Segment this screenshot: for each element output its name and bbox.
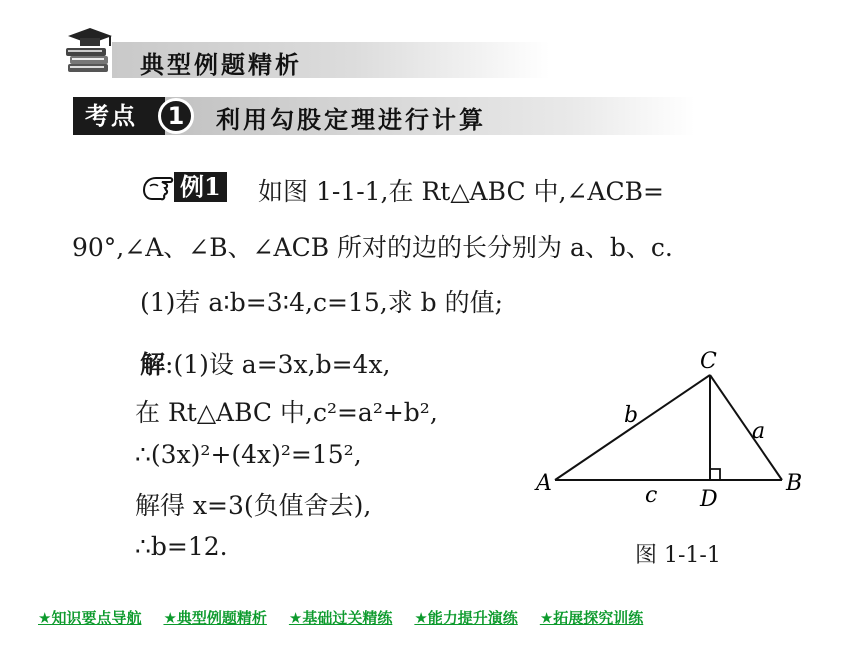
- nav-link-basic-practice[interactable]: ★基础过关精练: [288, 609, 393, 627]
- topic-title: 利用勾股定理进行计算: [216, 106, 486, 134]
- nav-link-ability-drill[interactable]: ★能力提升演练: [414, 609, 518, 627]
- problem-line-1: 如图 1-1-1,在 Rt△ABC 中,∠ACB=: [258, 177, 664, 206]
- solution-step-1: :(1)设 a=3x,b=4x,: [165, 350, 391, 379]
- topic-number-badge: 1: [158, 98, 194, 134]
- pointing-hand-icon: [140, 168, 176, 204]
- triangle-figure: [520, 340, 820, 520]
- example-label: 例1: [174, 172, 227, 202]
- books-graduation-cap-icon: [60, 22, 124, 86]
- vertex-label-a: A: [536, 471, 552, 496]
- figure-caption: 图 1-1-1: [635, 543, 721, 568]
- solution-line-2: 在 Rt△ABC 中,c²=a²+b²,: [135, 398, 438, 427]
- solution-line-4: 解得 x=3(负值舍去),: [135, 491, 372, 520]
- vertex-label-c: C: [700, 349, 717, 374]
- nav-link-extension-training[interactable]: ★拓展探究训练: [539, 609, 644, 627]
- vertex-label-d: D: [700, 487, 718, 512]
- side-label-c: c: [645, 483, 658, 508]
- solution-line-1: [140, 345, 391, 381]
- nav-link-knowledge-guide[interactable]: ★知识要点导航: [38, 609, 142, 627]
- side-a: [710, 375, 782, 480]
- section-title: 典型例题精析: [140, 51, 302, 79]
- vertex-label-b: B: [786, 471, 803, 496]
- nav-link-typical-examples[interactable]: ★典型例题精析: [163, 609, 267, 627]
- side-label-a: a: [752, 419, 766, 444]
- footer-nav: [38, 607, 643, 628]
- solution-label: 解: [140, 350, 166, 379]
- solution-line-5: ∴b=12.: [135, 532, 228, 561]
- solution-line-3: ∴(3x)²+(4x)²=15²,: [135, 440, 362, 469]
- problem-line-2: 90°,∠A、∠B、∠ACB 所对的边的长分别为 a、b、c.: [72, 233, 673, 262]
- topic-tag: 考点: [73, 97, 165, 135]
- right-angle-mark: [710, 469, 720, 480]
- side-label-b: b: [624, 403, 639, 428]
- problem-part-1: (1)若 a∶b=3∶4,c=15,求 b 的值;: [140, 288, 504, 317]
